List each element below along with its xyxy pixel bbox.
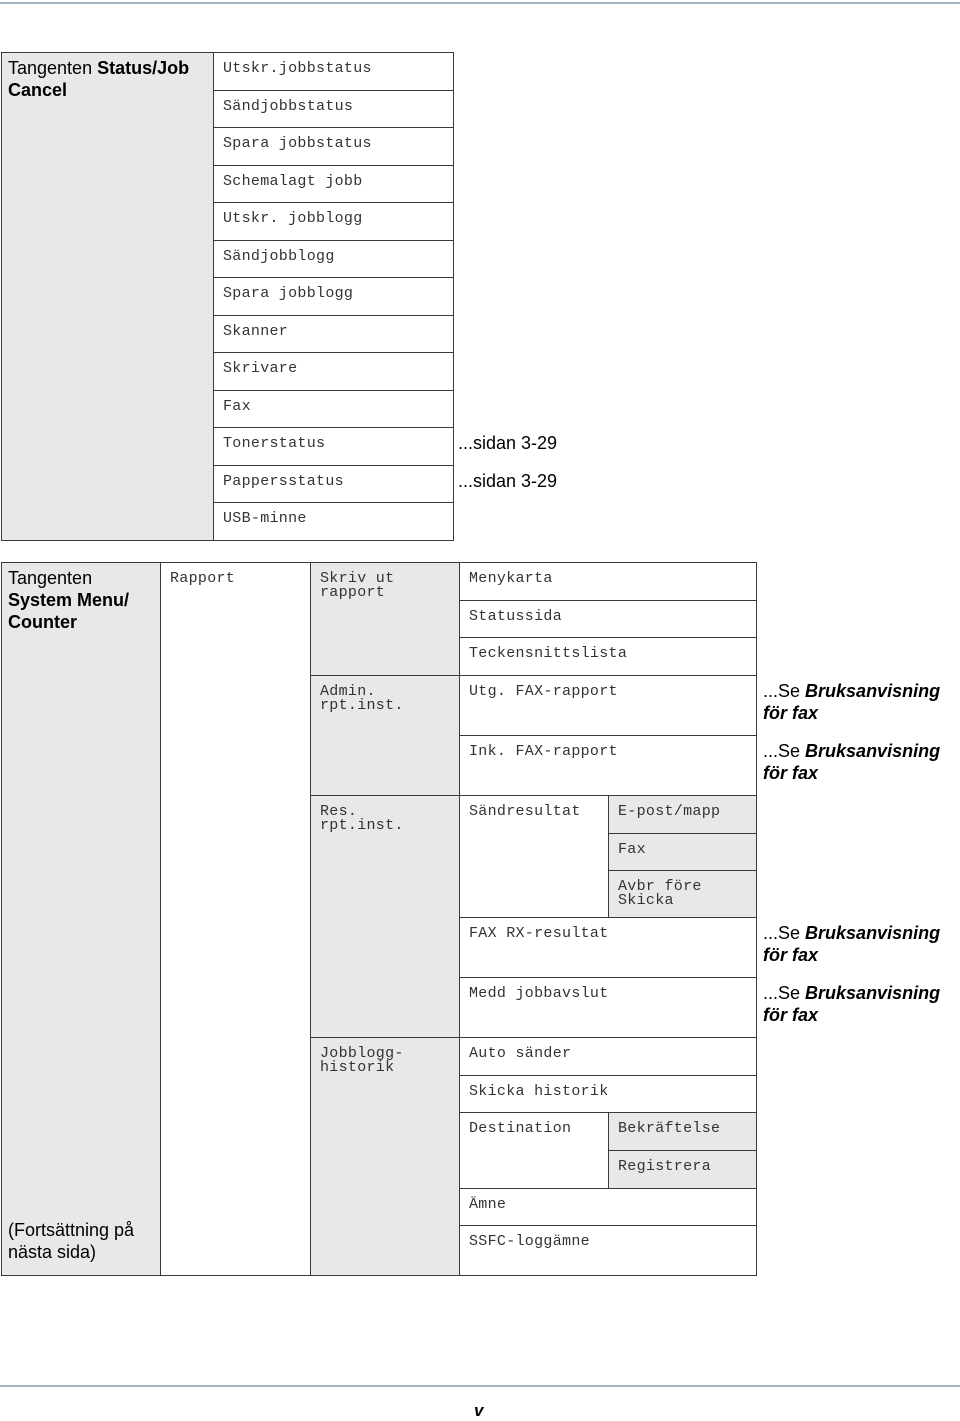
status-item: Sändjobbstatus xyxy=(213,90,454,128)
status-job-cancel-key xyxy=(1,52,214,541)
status-item: Utskr.jobbstatus xyxy=(213,52,454,91)
destination-cell: Destination xyxy=(459,1112,609,1189)
res-item: FAX RX-resultat xyxy=(459,917,757,978)
continued-note: (Fortsättning på nästa sida) xyxy=(8,1220,135,1262)
jobblogg-historik-cell: Jobblogg-historik xyxy=(310,1037,460,1276)
fax-manual-ref xyxy=(763,740,958,784)
ref-title: Bruksanvisning för fax xyxy=(763,983,941,1025)
fax-manual-ref xyxy=(763,922,958,966)
res-item: Medd jobbavslut xyxy=(459,977,757,1038)
ref-prefix: ...Se xyxy=(763,681,806,701)
sandresultat-item: Avbr före Skicka xyxy=(608,870,757,918)
admin-item: Ink. FAX-rapport xyxy=(459,735,757,796)
system-menu-key xyxy=(1,562,161,1276)
status-item: Sändjobblogg xyxy=(213,240,454,278)
status-item: USB-minne xyxy=(213,502,454,541)
skriv-ut-item: Statussida xyxy=(459,600,757,638)
skriv-ut-item: Menykarta xyxy=(459,562,757,601)
status-item: Skrivare xyxy=(213,352,454,391)
jobblogg-item: Skicka historik xyxy=(459,1075,757,1113)
sandresultat-item: Fax xyxy=(608,833,757,871)
status-item: Fax xyxy=(213,390,454,428)
fax-manual-ref xyxy=(763,982,958,1026)
key-name: System Menu/ Counter xyxy=(8,590,130,632)
fax-manual-ref xyxy=(763,680,958,724)
rapport-cell: Rapport xyxy=(160,562,311,1276)
ref-title: Bruksanvisning för fax xyxy=(763,681,941,723)
paper-page-ref: ...sidan 3-29 xyxy=(458,471,558,491)
status-item: Pappersstatus xyxy=(213,465,454,503)
key-prefix: Tangenten xyxy=(8,568,93,588)
admin-rpt-inst-cell: Admin. rpt.inst. xyxy=(310,675,460,796)
sandresultat-cell: Sändresultat xyxy=(459,795,609,918)
toner-page-ref: ...sidan 3-29 xyxy=(458,433,558,453)
destination-item: Bekräftelse xyxy=(608,1112,757,1151)
status-item: Spara jobbstatus xyxy=(213,127,454,166)
jobblogg-item: Ämne xyxy=(459,1188,757,1226)
ref-prefix: ...Se xyxy=(763,923,806,943)
key-name: Status/Job Cancel xyxy=(8,58,190,100)
status-item: Schemalagt jobb xyxy=(213,165,454,203)
status-item: Spara jobblogg xyxy=(213,277,454,316)
destination-item: Registrera xyxy=(608,1150,757,1189)
skriv-ut-item: Teckensnittslista xyxy=(459,637,757,676)
ref-title: Bruksanvisning för fax xyxy=(763,741,941,783)
bottom-rule xyxy=(0,1385,960,1387)
top-rule xyxy=(0,2,960,4)
jobblogg-item: Auto sänder xyxy=(459,1037,757,1076)
ref-prefix: ...Se xyxy=(763,741,806,761)
jobblogg-item: SSFC-loggämne xyxy=(459,1225,757,1276)
ref-title: Bruksanvisning för fax xyxy=(763,923,941,965)
admin-item: Utg. FAX-rapport xyxy=(459,675,757,736)
ref-prefix: ...Se xyxy=(763,983,806,1003)
key-prefix: Tangenten xyxy=(8,58,98,78)
sandresultat-item: E-post/mapp xyxy=(608,795,757,834)
status-item: Skanner xyxy=(213,315,454,353)
page-number: v xyxy=(474,1401,484,1420)
status-item: Utskr. jobblogg xyxy=(213,202,454,241)
skriv-ut-rapport-cell: Skriv ut rapport xyxy=(310,562,460,676)
res-rpt-inst-cell: Res. rpt.inst. xyxy=(310,795,460,1038)
status-item: Tonerstatus xyxy=(213,427,454,466)
